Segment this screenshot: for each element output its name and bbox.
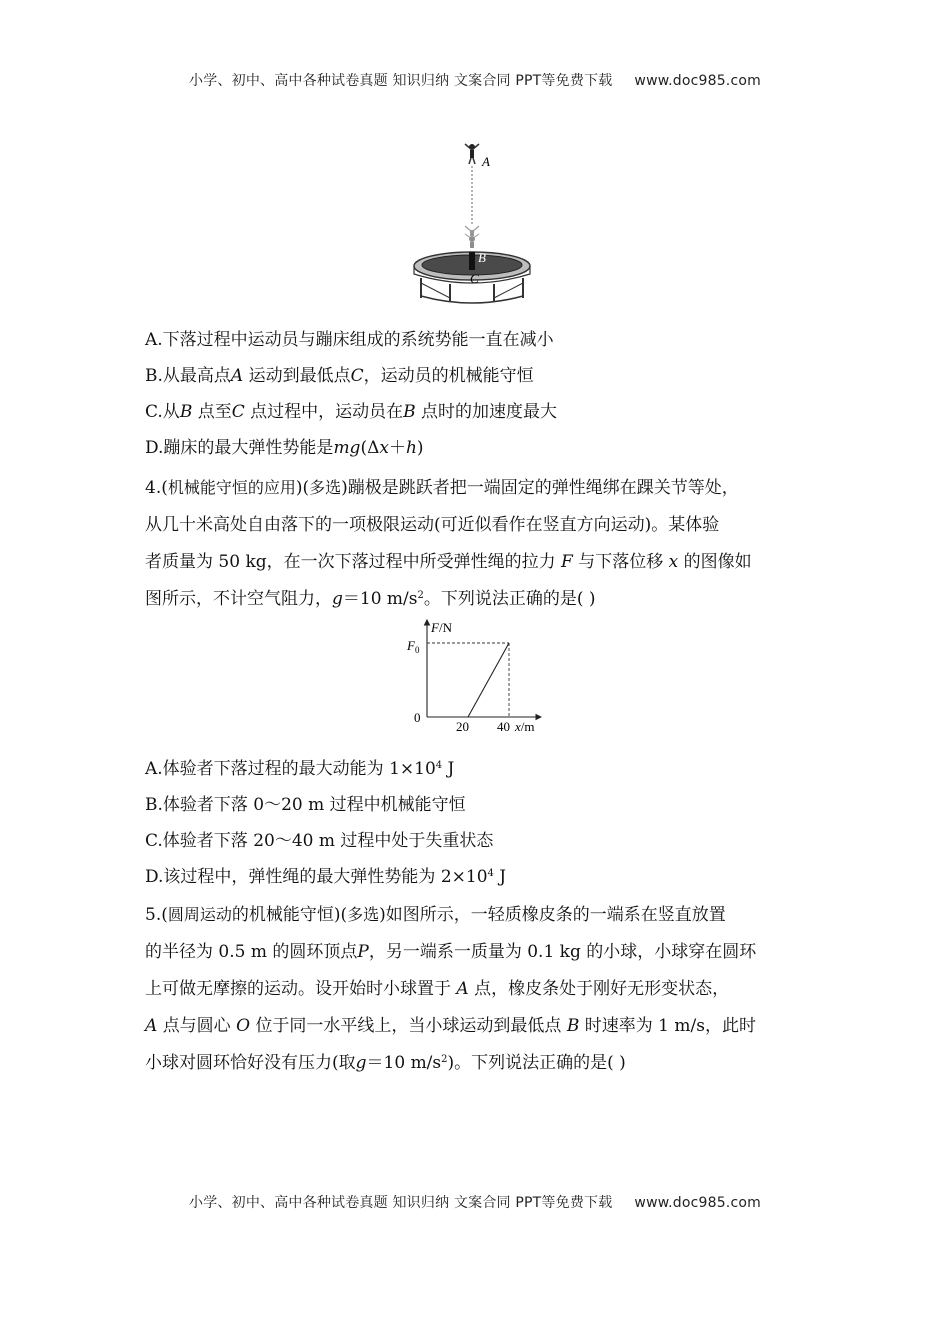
q5-line-5-text3: )。下列说法正确的是( )	[447, 1053, 626, 1073]
q4-line-4-text: 图所示，不计空气阻力，	[145, 589, 332, 609]
formula-h: h	[405, 438, 417, 458]
q4-option-d-sup: 4	[487, 868, 494, 879]
x-tick-40: 40	[497, 719, 510, 734]
q5-line-3-text: 上可做无摩擦的运动。设开始时小球置于	[145, 979, 451, 999]
trampoline-figure	[405, 138, 545, 308]
formula-plus: ＋	[388, 438, 406, 458]
label-c: C	[470, 271, 479, 286]
q4-option-b	[145, 793, 466, 817]
origin-label: 0	[414, 710, 421, 725]
q3-option-c	[145, 400, 557, 424]
q4-line-4-text3: 。下列说法正确的是( )	[423, 589, 596, 609]
q5-line-4-text: 点与圆心	[162, 1016, 231, 1036]
var-b3: B	[566, 1016, 580, 1036]
q4-line-3-text3: 的图像如	[683, 552, 752, 572]
q4-line-2	[145, 513, 719, 537]
q4-line-4	[145, 587, 596, 611]
q3-option-c-text2: 点至	[197, 402, 232, 422]
q3-option-d-text: D.蹦床的最大弹性势能是	[145, 438, 334, 458]
q5-tag-sep: )(	[333, 905, 348, 925]
q4-line-3-text: 者质量为 50 kg，在一次下落过程中所受弹性绳的拉力	[145, 552, 556, 572]
var-a: A	[230, 366, 244, 386]
q5-line-4-text2: 位于同一水平线上，当小球运动到最低点	[255, 1016, 562, 1036]
q4-option-b-text: B.体验者下落 0～20 m 过程中机械能守恒	[145, 795, 466, 815]
y-tick-f0: $F_0$	[407, 638, 420, 655]
var-b: B	[179, 402, 193, 422]
q5-line-5-text2: ＝10 m/s	[366, 1053, 442, 1073]
x-tick-20: 20	[456, 719, 469, 734]
var-p: P	[357, 942, 369, 962]
q4-option-c-text: C.体验者下落 20～40 m 过程中处于失重状态	[145, 831, 494, 851]
q4-line-3	[145, 550, 752, 574]
q4-line-1	[145, 476, 739, 500]
x-axis-label: x/m	[515, 719, 535, 734]
var-g2: g	[355, 1053, 367, 1073]
q5-multi-tag: 多选	[347, 905, 380, 924]
q5-line-2-text: 的半径为 0.5 m 的圆环顶点	[145, 942, 358, 962]
footer-text: 小学、初中、高中各种试卷真题 知识归纳 文案合同 PPT等免费下载	[189, 1195, 613, 1211]
jumper-motion-icon	[465, 226, 479, 248]
q3-option-c-text: C.从	[145, 402, 180, 422]
var-g: g	[332, 589, 343, 609]
jumper-top-icon	[465, 144, 479, 164]
header-url[interactable]: www.doc985.com	[634, 73, 761, 89]
var-c2: C	[231, 402, 245, 422]
q3-option-b	[145, 364, 534, 388]
q3-option-b-text3: ，运动员的机械能守恒	[363, 366, 534, 386]
page-header	[0, 70, 950, 90]
var-f: F	[561, 552, 573, 572]
header-text: 小学、初中、高中各种试卷真题 知识归纳 文案合同 PPT等免费下载	[189, 73, 613, 89]
formula-end: )	[416, 438, 424, 458]
q4-option-a-unit: J	[442, 759, 455, 779]
q4-unit-sup: 2	[417, 590, 424, 601]
q3-option-c-text3: 点过程中，运动员在	[250, 402, 404, 422]
q3-option-a-text: A.下落过程中运动员与蹦床组成的系统势能一直在减小	[145, 330, 554, 350]
q4-line-2-text: 从几十米高处自由落下的一项极限运动(可近似看作在竖直方向运动)。某体验	[145, 515, 720, 535]
q5-line-1-text: 如图所示，一轻质橡皮条的一端系在竖直放置	[385, 905, 726, 925]
q3-option-a	[145, 328, 554, 352]
jumper-bottom-icon	[469, 252, 475, 270]
q5-line-4-text3: 时速率为 1 m/s，此时	[584, 1016, 756, 1036]
formula-x: x	[379, 438, 389, 458]
page-footer	[0, 1192, 950, 1212]
q4-option-d-unit: J	[493, 867, 507, 887]
var-c: C	[350, 366, 364, 386]
var-b2: B	[403, 402, 416, 422]
q5-line-1	[145, 903, 726, 927]
q4-option-c	[145, 829, 493, 853]
label-b: B	[478, 250, 486, 265]
q3-option-c-text4: 点时的加速度最大	[421, 402, 558, 422]
q5-line-2	[145, 940, 756, 964]
q5-line-3	[145, 977, 729, 1001]
label-a: A	[482, 154, 490, 169]
q4-option-a-sup: 4	[435, 760, 443, 771]
var-a2: A	[456, 979, 469, 999]
q3-option-d	[145, 436, 424, 460]
q5-line-5	[145, 1051, 626, 1075]
q4-number: 4.(	[145, 478, 168, 498]
q4-option-a-text: A.体验者下落过程的最大动能为 1×10	[145, 759, 436, 779]
q3-option-b-text: B.从最高点	[145, 366, 231, 386]
force-displacement-graph	[398, 612, 558, 742]
q4-tag-end: )	[341, 478, 348, 498]
q5-tag-end: )	[379, 905, 386, 925]
q5-line-3-text2: 点，橡皮条处于刚好无形变状态，	[474, 979, 730, 999]
q5-line-2-text2: ，另一端系一质量为 0.1 kg 的小球，小球穿在圆环	[368, 942, 757, 962]
formula-delta: (Δ	[360, 438, 380, 458]
q4-line-1-text: 蹦极是跳跃者把一端固定的弹性绳绑在踝关节等处，	[347, 478, 739, 498]
series-f-line	[468, 643, 509, 717]
q4-topic-tag: 机械能守恒的应用	[167, 478, 296, 497]
q4-option-a	[145, 757, 454, 781]
var-a3: A	[145, 1016, 158, 1036]
var-x: x	[668, 552, 679, 572]
q4-option-d-text: D.该过程中，弹性绳的最大弹性势能为 2×10	[145, 867, 488, 887]
q5-number: 5.(	[145, 905, 168, 925]
q5-unit-sup: 2	[441, 1054, 448, 1065]
y-axis-label: F/N	[431, 620, 452, 635]
q4-line-4-text2: ＝10 m/s	[342, 589, 418, 609]
q4-line-3-text2: 与下落位移	[578, 552, 664, 572]
formula-mg: mg	[333, 438, 361, 458]
q4-tag-sep: )(	[295, 478, 310, 498]
q5-topic-tag: 圆周运动	[167, 905, 232, 924]
q4-option-d	[145, 865, 506, 889]
var-o: O	[236, 1016, 251, 1036]
q5-line-4	[145, 1014, 756, 1038]
q5-topic-rest: 的机械能守恒	[231, 905, 334, 925]
q4-multi-tag: 多选	[309, 478, 342, 497]
q5-line-5-text: 小球对圆环恰好没有压力(取	[145, 1053, 356, 1073]
q3-option-b-text2: 运动到最低点	[248, 366, 351, 386]
footer-url[interactable]: www.doc985.com	[634, 1195, 761, 1211]
